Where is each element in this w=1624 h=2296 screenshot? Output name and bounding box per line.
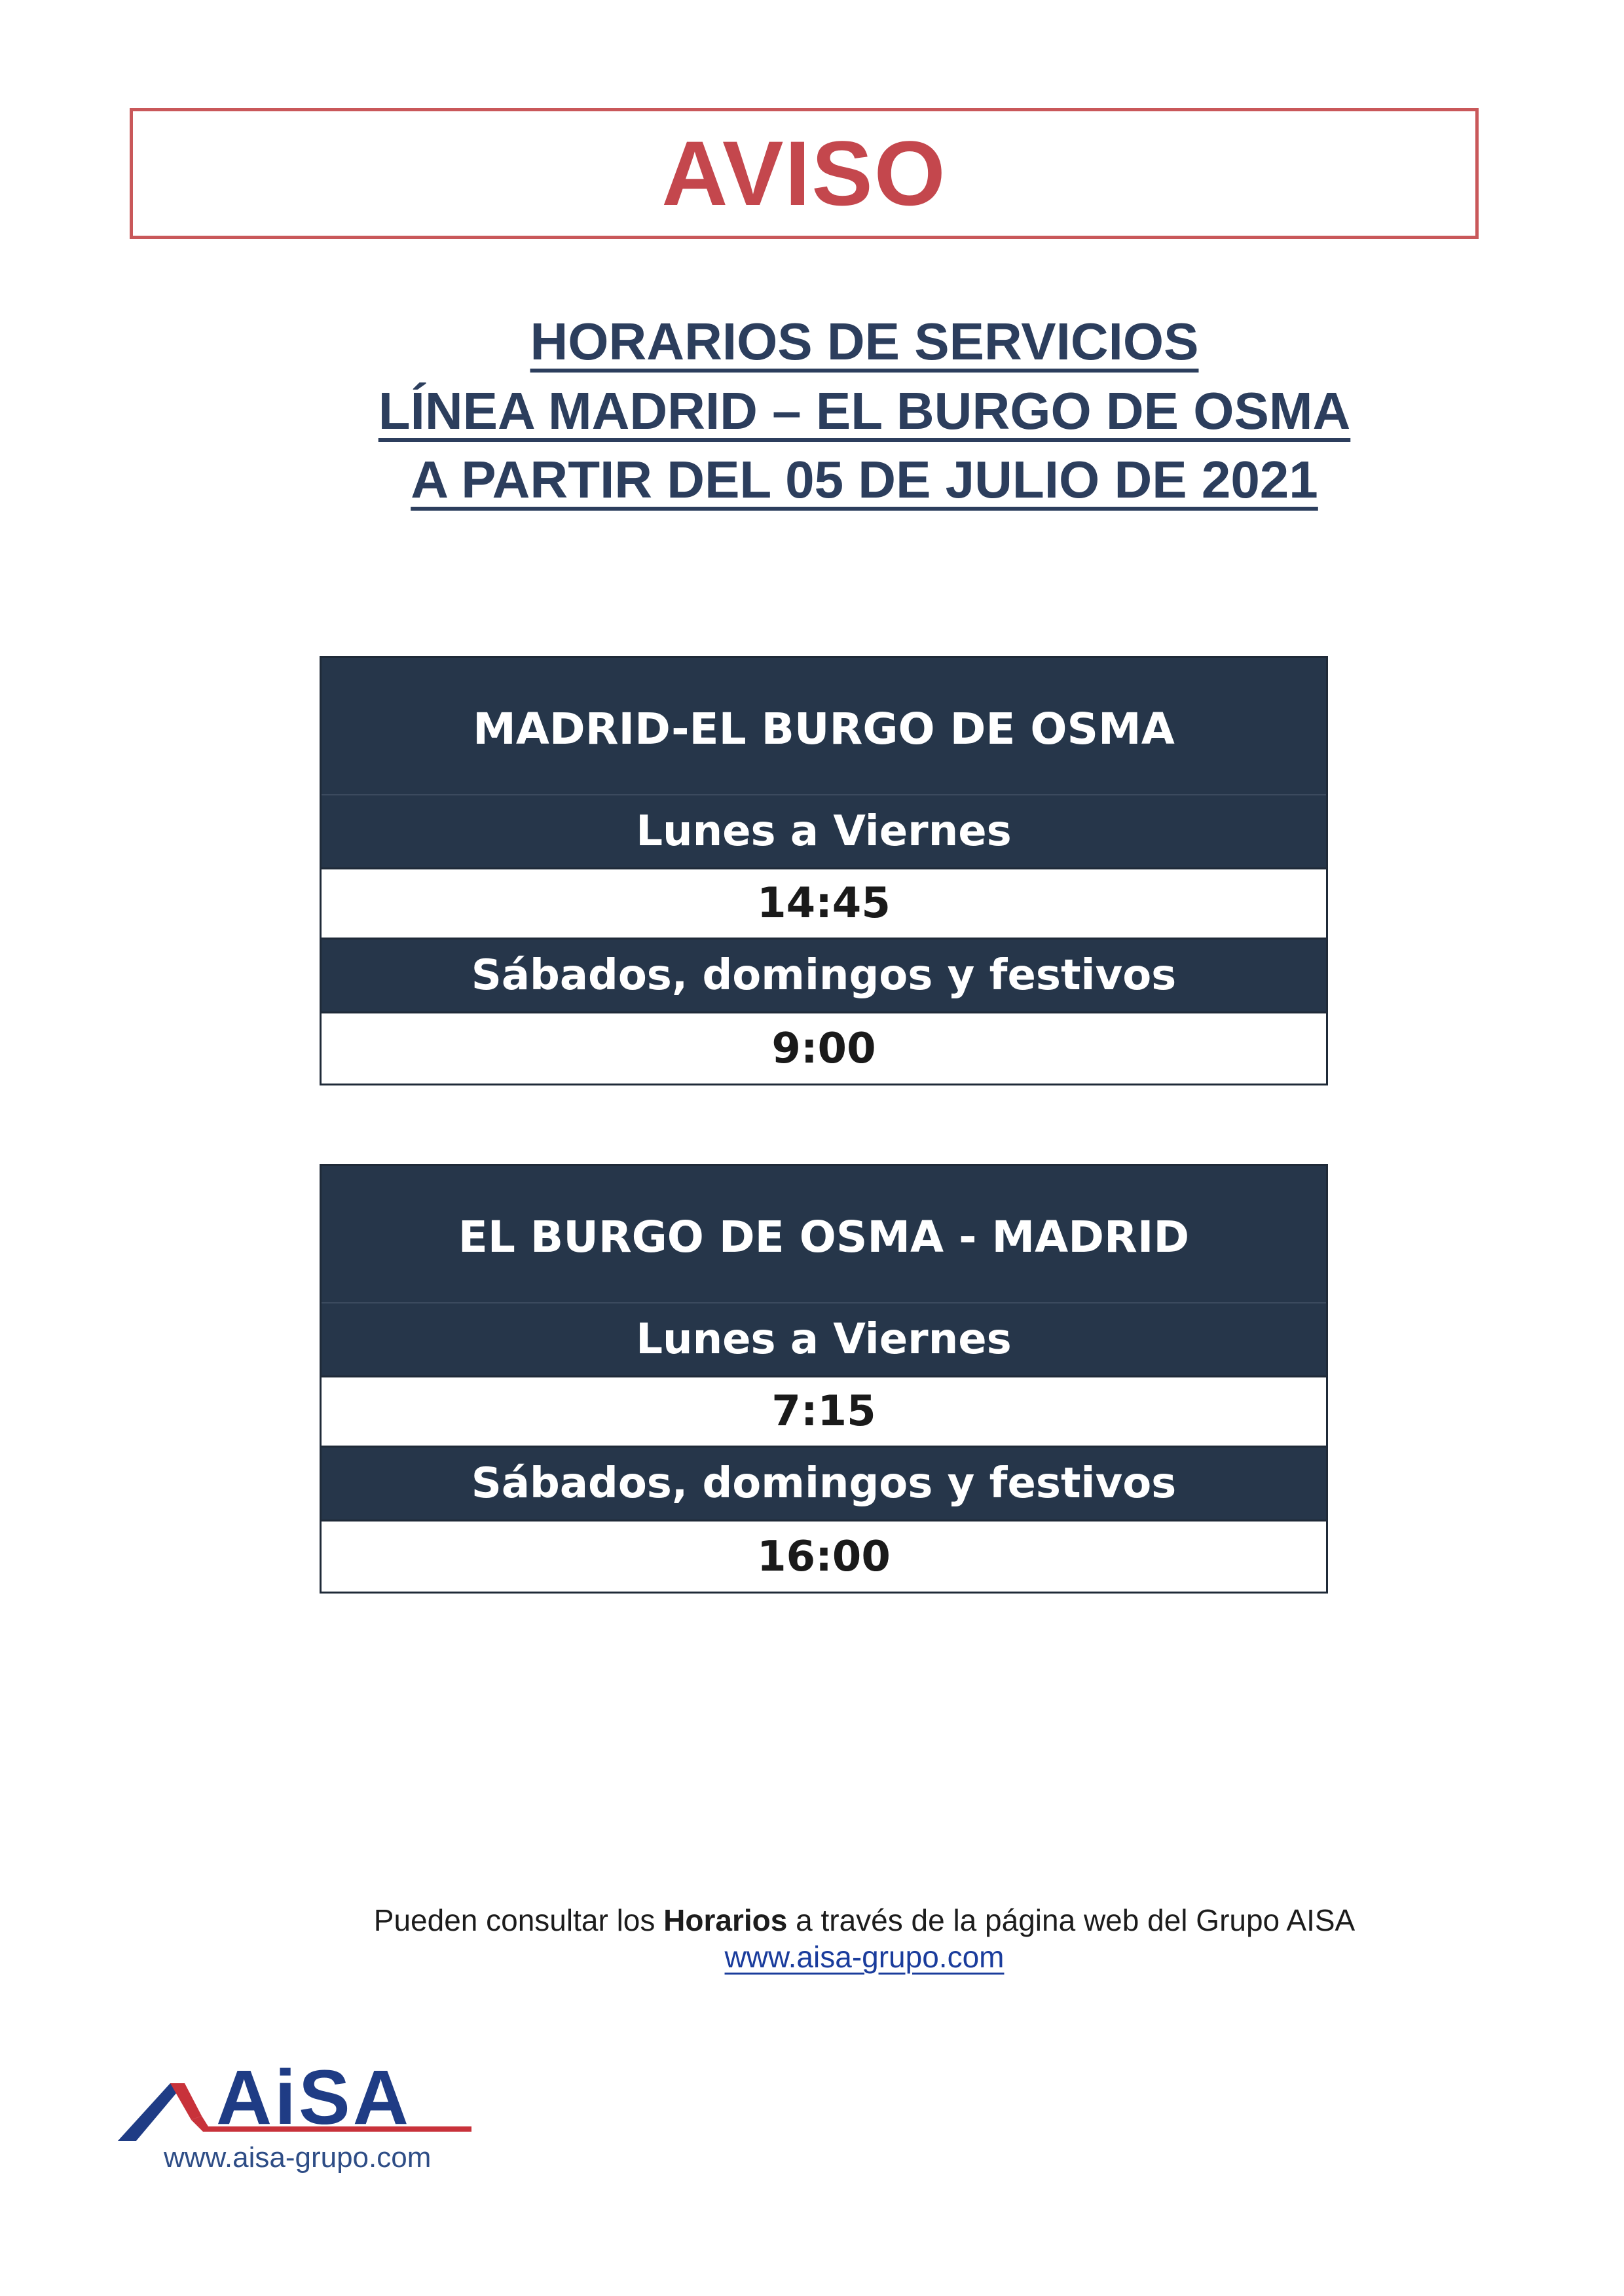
aviso-box [130,108,1479,239]
aviso-title: AVISO [661,122,947,225]
footer-text-bold: Horarios [663,1903,788,1937]
footer-text-after: a través de la página web del Grupo AISA [787,1903,1356,1937]
heading-line-3: A PARTIR DEL 05 DE JULIO DE 2021 [411,450,1318,509]
weekday-label: Lunes a Viernes [322,1303,1326,1376]
weekend-label: Sábados, domingos y festivos [322,1448,1326,1520]
weekday-label: Lunes a Viernes [322,795,1326,867]
weekday-time: 7:15 [322,1376,1326,1448]
weekend-time: 9:00 [322,1011,1326,1084]
footer-text-before: Pueden consultar los [373,1903,664,1937]
weekday-time: 14:45 [322,867,1326,939]
schedule-table-burgo-madrid [320,1164,1328,1594]
heading-line-2: LÍNEA MADRID – EL BURGO DE OSMA [378,382,1351,440]
route-title: MADRID-EL BURGO DE OSMA [322,658,1326,795]
weekend-time: 16:00 [322,1520,1326,1592]
footer-link[interactable]: www.aisa-grupo.com [724,1940,1005,1974]
logo-url[interactable]: www.aisa-grupo.com [164,2141,432,2174]
footer-text [0,1905,1624,1935]
logo-wordmark: AiSA [216,2054,411,2141]
weekend-label: Sábados, domingos y festivos [322,939,1326,1011]
heading-line-1: HORARIOS DE SERVICIOS [530,312,1199,371]
schedule-table-madrid-burgo [320,656,1328,1085]
route-title: EL BURGO DE OSMA - MADRID [322,1166,1326,1303]
